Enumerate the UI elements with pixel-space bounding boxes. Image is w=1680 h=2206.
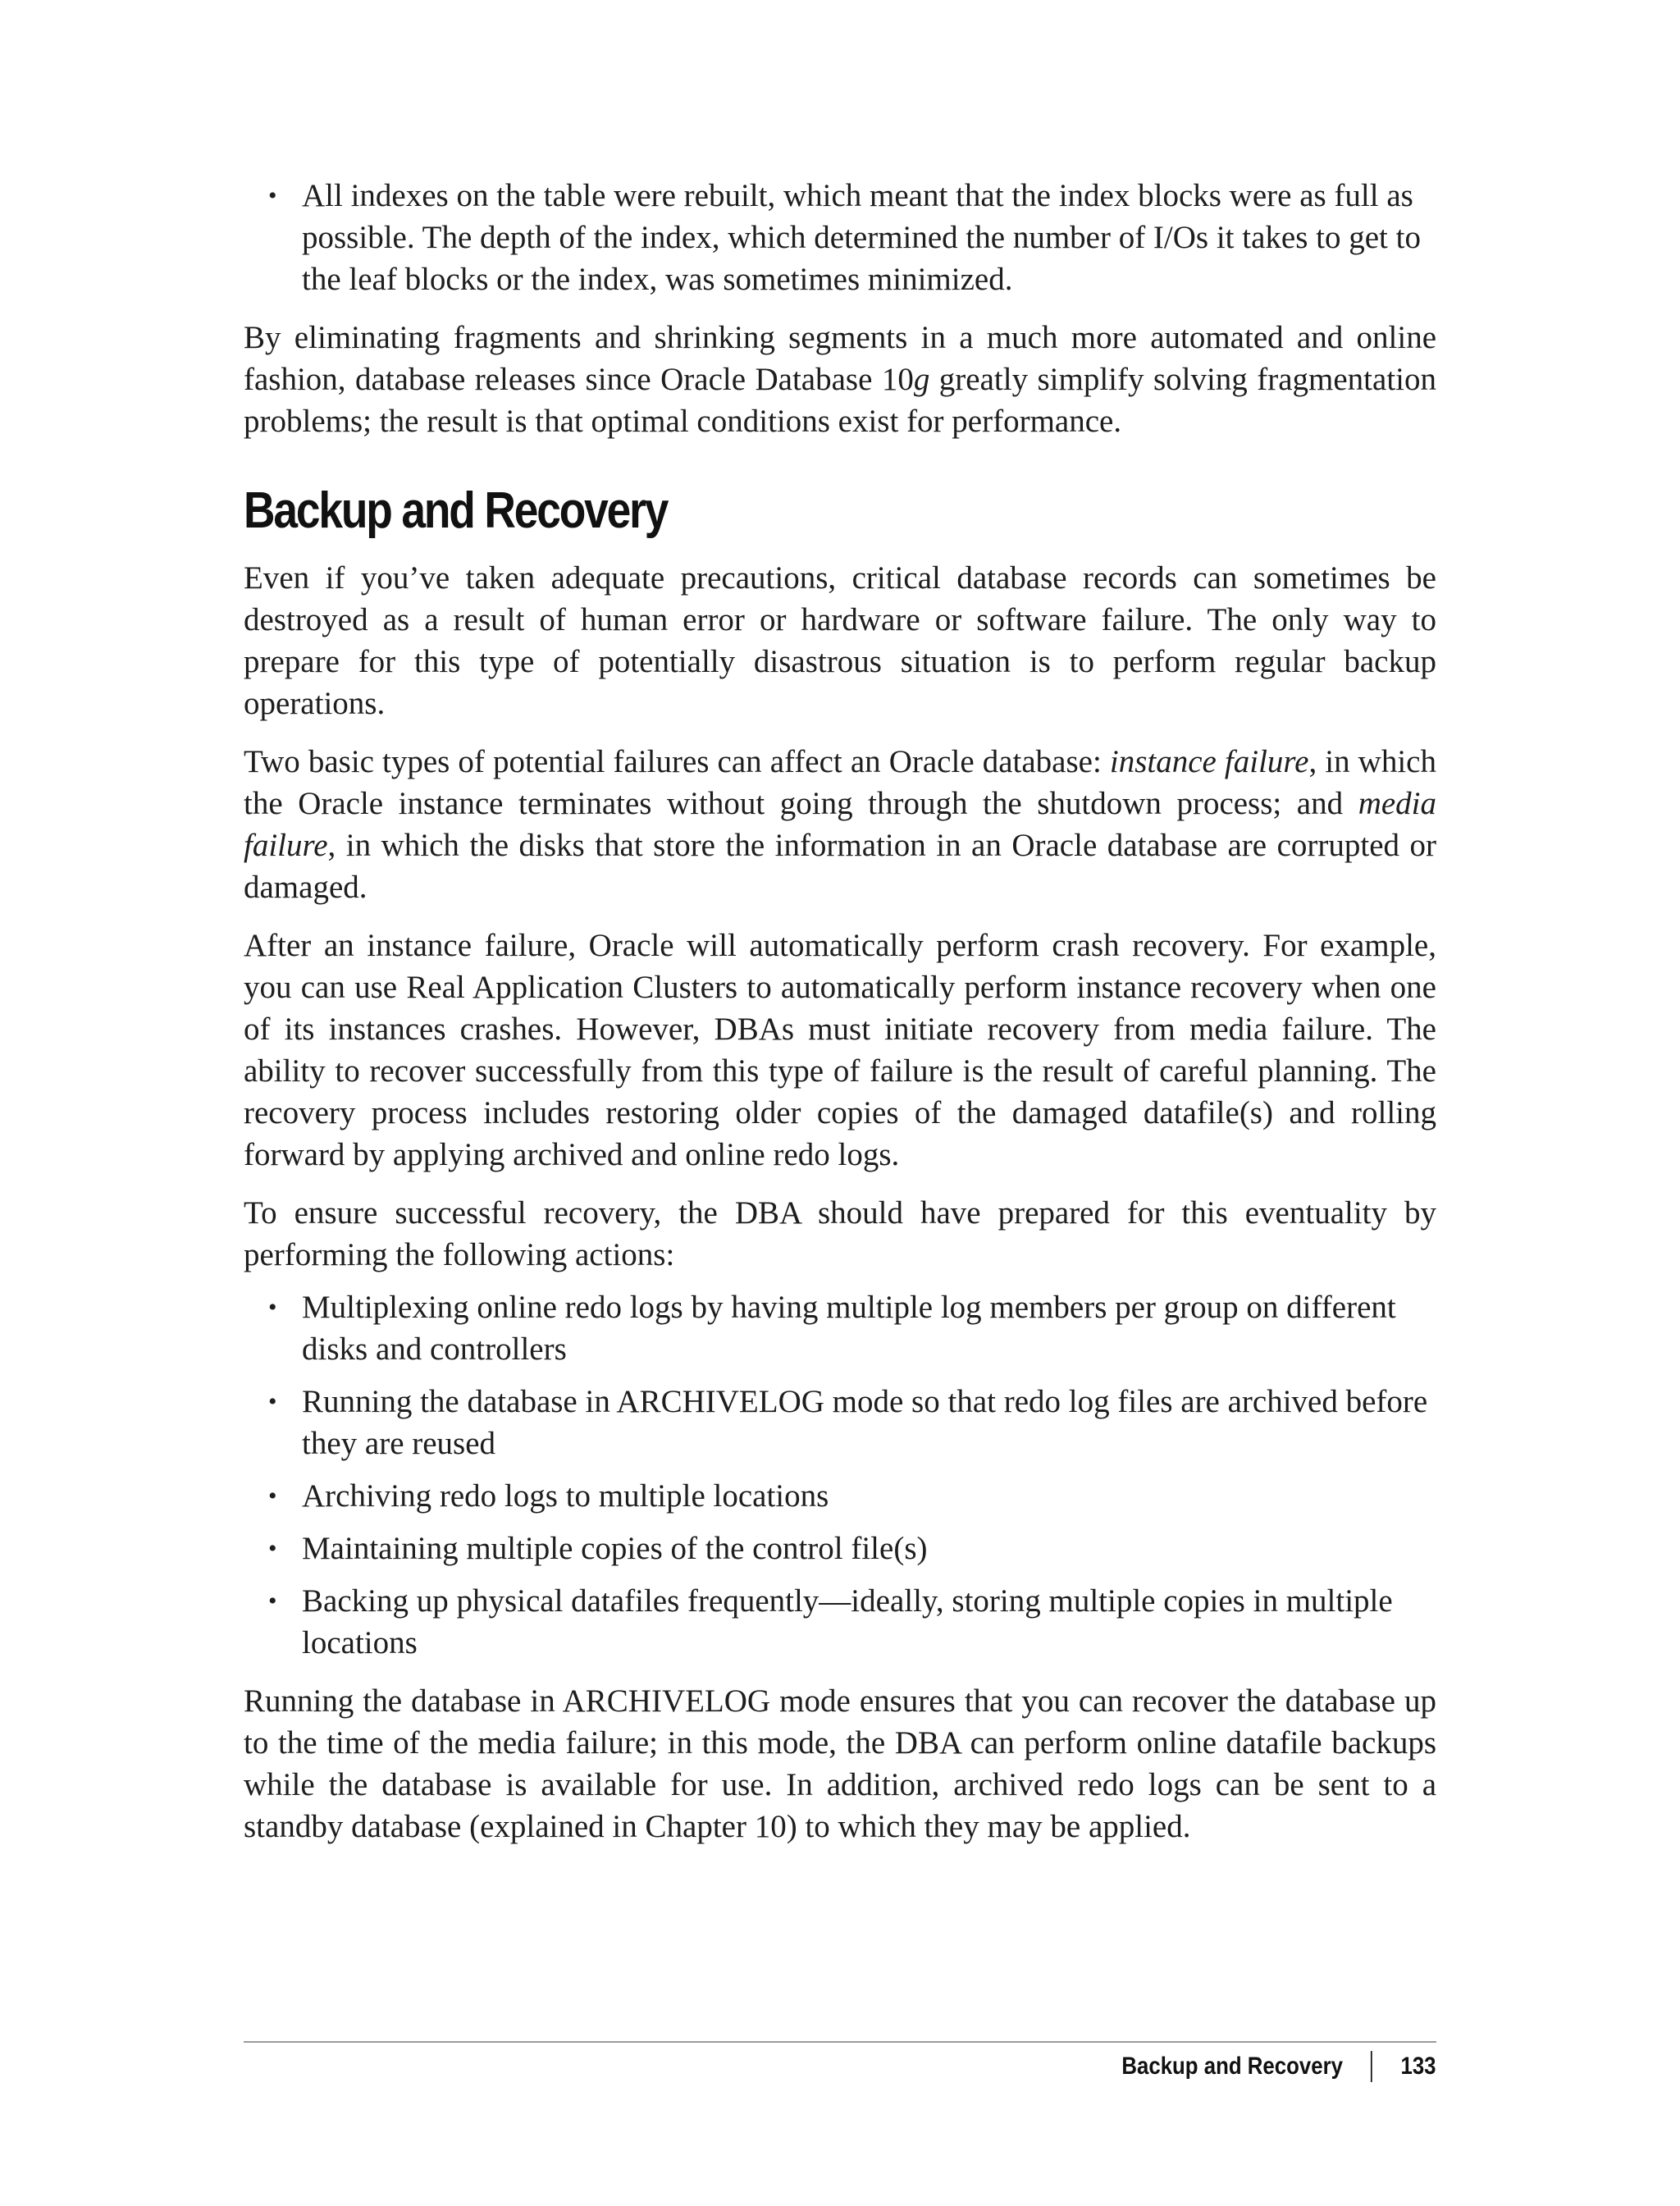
bullet-icon: • (268, 1535, 277, 1562)
paragraph-2: Two basic types of potential failures can affect an Oracle database: instance failure, in which the Oracle instance terminates without going through the shutdown process; and media failure, in which the disks that store the information in an Oracle database are corrupted or damaged. (244, 744, 1436, 905)
intro-paragraph: By eliminating fragments and shrinking segments in a much more automated and online fashion, database releases since Oracle Database 10g greatly simplify solving fragmentation problems; the result is that optimal conditions exist for performance. (244, 320, 1436, 439)
intro-bullet-list (244, 175, 1436, 300)
bullet-icon: • (268, 1388, 277, 1415)
section-heading: Backup and Recovery (244, 482, 668, 539)
paragraph-3: After an instance failure, Oracle will automatically perform crash recovery. For example, you can use Real Application Clusters to automatically perform instance recovery when one of its instances crashes. However, DBAs must initiate recovery from media failure. The ability to recover successfully from this type of failure is the result of careful planning. The recovery process includes restoring older copies of the damaged datafile(s) and rolling forward by applying archived and online redo logs. (244, 928, 1436, 1172)
paragraph-4: To ensure successful recovery, the DBA should have prepared for this eventuality by performing the following actions: (244, 1195, 1436, 1272)
paragraph-5: Running the database in ARCHIVELOG mode ensures that you can recover the database up to the time of the media failure; in this mode, the DBA can perform online datafile backups while the database is available for use. In addition, archived redo logs can be sent to a standby database (explained in Chapter 10) to which they may be applied. (244, 1683, 1436, 1844)
list-item (244, 1286, 1436, 1370)
bullet-icon: • (268, 1482, 277, 1509)
footer-divider (244, 2041, 1436, 2043)
list-item (244, 1580, 1436, 1664)
list-item (244, 1528, 1436, 1569)
footer-section-title: Backup and Recovery (1121, 2053, 1344, 2080)
list-item-text: All indexes on the table were rebuilt, which meant that the index blocks were as full as possible. The depth of the index, which determined the number of I/Os it takes to get to the leaf blocks or the index, was sometimes minimized. (302, 178, 1421, 297)
bullet-icon: • (268, 1294, 277, 1321)
list-item-text: Backing up physical datafiles frequently—ideally, storing multiple copies in multiple locations (302, 1583, 1393, 1660)
list-item (244, 1381, 1436, 1464)
list-item (244, 1475, 1436, 1517)
footer-separator (1372, 2051, 1373, 2082)
page-footer (244, 2046, 1436, 2087)
paragraph-1: Even if you’ve taken adequate precautions, critical database records can sometimes be destroyed as a result of human error or hardware or software failure. The only way to prepare for this type of potentially disastrous situation is to perform regular backup operations. (244, 560, 1436, 721)
bullet-icon: • (268, 182, 277, 209)
list-item-text: Archiving redo logs to multiple locations (302, 1478, 829, 1514)
list-item-text: Maintaining multiple copies of the control file(s) (302, 1531, 928, 1566)
list-item-text: Multiplexing online redo logs by having multiple log members per group on different disks and controllers (302, 1290, 1396, 1367)
actions-bullet-list (244, 1286, 1436, 1664)
bullet-icon: • (268, 1587, 277, 1615)
list-item-text: Running the database in ARCHIVELOG mode so that redo log files are archived before they are reused (302, 1384, 1428, 1461)
page-content (244, 164, 1436, 1847)
list-item (244, 175, 1436, 300)
page-number: 133 (1400, 2053, 1436, 2080)
